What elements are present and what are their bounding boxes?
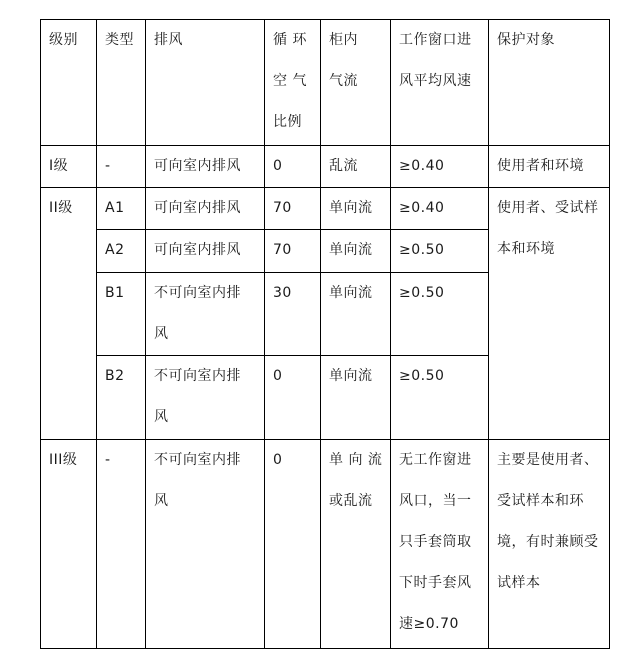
cell-velocity: 无工作窗进 风口，当一 只手套筒取 下时手套风 速≥0.70 [391,440,489,649]
header-level: 级别 [41,20,97,146]
cell-type: - [97,146,146,188]
table-row [41,146,610,188]
cell-protection: 主要是使用者、 受试样本和环 境，有时兼顾受 试样本 [489,440,610,649]
cell-airflow: 单向流 [321,356,391,440]
cell-level: II级 [41,188,97,440]
cell-velocity: ≥0.50 [391,273,489,356]
cell-velocity: ≥0.50 [391,230,489,273]
cell-level: I级 [41,146,97,188]
cell-recirculation: 70 [265,188,321,230]
cell-type: A2 [97,230,146,273]
cell-exhaust: 可向室内排风 [146,188,265,230]
header-cabinet-airflow: 柜内 气流 [321,20,391,146]
table-row [41,188,610,230]
cell-exhaust: 可向室内排风 [146,230,265,273]
cell-airflow: 单向流 [321,230,391,273]
cell-exhaust: 不可向室内排 风 [146,440,265,649]
cell-type: B1 [97,273,146,356]
table-row [41,440,610,649]
header-protection-target: 保护对象 [489,20,610,146]
cell-recirculation: 0 [265,440,321,649]
cell-exhaust: 不可向室内排 风 [146,356,265,440]
header-recirculation-ratio: 循 环 空 气 比例 [265,20,321,146]
cell-recirculation: 30 [265,273,321,356]
cell-airflow: 单向流 [321,188,391,230]
cell-recirculation: 0 [265,356,321,440]
cell-protection: 使用者和环境 [489,146,610,188]
cell-velocity: ≥0.40 [391,188,489,230]
cell-level: III级 [41,440,97,649]
header-exhaust: 排风 [146,20,265,146]
cell-protection: 使用者、受试样 本和环境 [489,188,610,440]
cell-exhaust: 可向室内排风 [146,146,265,188]
cell-recirculation: 0 [265,146,321,188]
header-row [41,20,610,146]
cell-velocity: ≥0.40 [391,146,489,188]
cell-airflow: 单 向 流 或乱流 [321,440,391,649]
cell-exhaust: 不可向室内排 风 [146,273,265,356]
cell-type: A1 [97,188,146,230]
cell-airflow: 乱流 [321,146,391,188]
cell-airflow: 单向流 [321,273,391,356]
header-type: 类型 [97,20,146,146]
cell-velocity: ≥0.50 [391,356,489,440]
header-inflow-velocity: 工作窗口进 风平均风速 [391,20,489,146]
cell-type: B2 [97,356,146,440]
biosafety-cabinet-class-table [40,19,610,649]
cell-type: - [97,440,146,649]
cell-recirculation: 70 [265,230,321,273]
